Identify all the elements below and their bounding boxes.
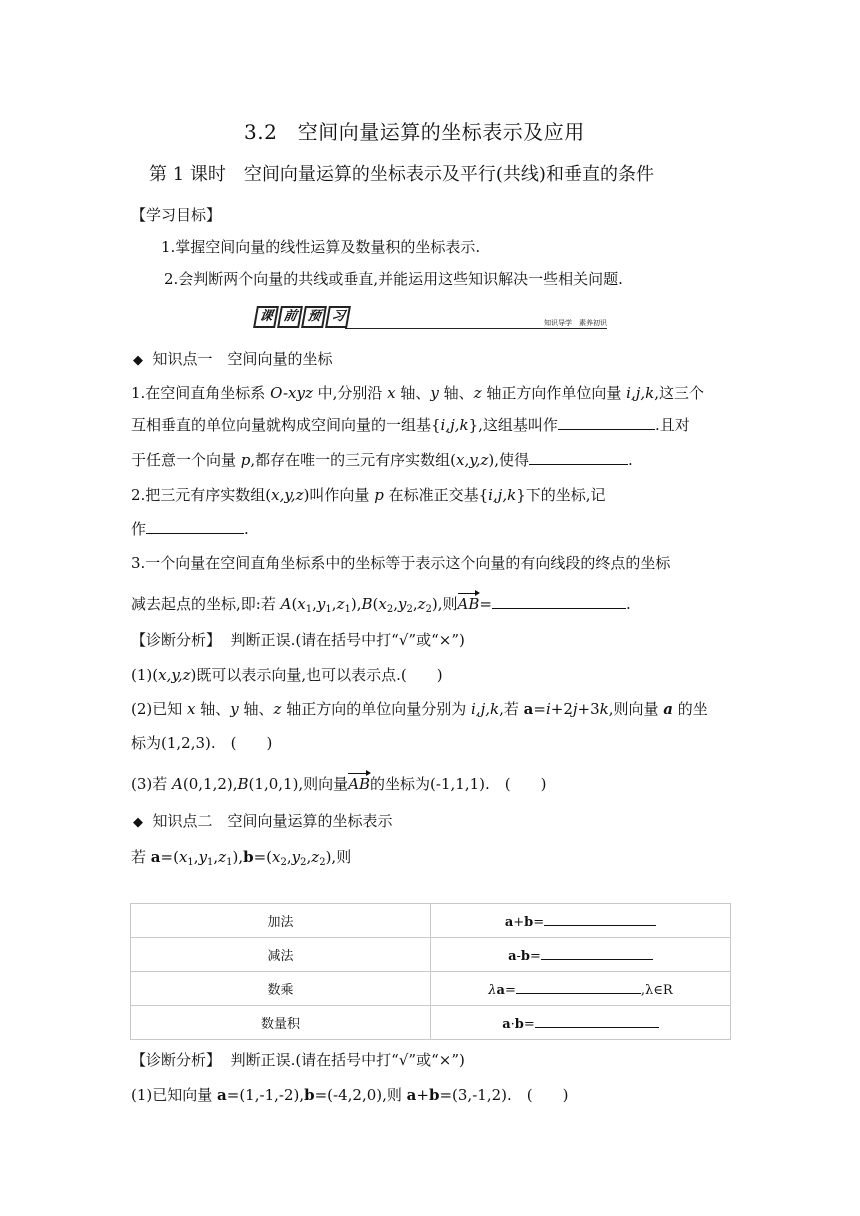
table-cell-expr: a-b=: [431, 938, 731, 972]
fill-blank[interactable]: [558, 415, 655, 430]
preview-banner: [255, 306, 607, 330]
banner-tagline: 知识导学 素养初识: [544, 319, 607, 327]
table-cell-label: 减法: [131, 938, 431, 972]
vector-AB: AB: [348, 775, 371, 793]
diag2-item-1: (1)已知向量 a=(1,-1,-2),b=(-4,2,0),则 a+b=(3,-1,2). ( ): [131, 1086, 569, 1104]
kp2-intro: 若 $a=(x_1,y_1,z_1),b=(x_2,y_2,z_2)$,则: [131, 848, 352, 868]
page-title: 3.2 空间向量运算的坐标表示及应用: [244, 120, 585, 144]
diamond-icon: ◆: [133, 815, 143, 830]
diag1-item-2-line1: (2)已知 x 轴、y 轴、z 轴正方向的单位向量分别为 i,j,k,若 a=i+2j+3k,则向量 a 的坐: [131, 700, 708, 718]
fill-blank[interactable]: [516, 979, 641, 994]
kp1-para2-line2: 作 .: [131, 520, 249, 538]
table-row: [131, 1006, 731, 1040]
lesson-subtitle: 第 1 课时 空间向量运算的坐标表示及平行(共线)和垂直的条件: [149, 164, 654, 185]
fill-blank[interactable]: [146, 519, 244, 534]
diag1-instruction: 判断正误.(请在括号中打“√”或“×”): [230, 631, 465, 649]
operations-table: [130, 903, 731, 1040]
diag1-heading: 【诊断分析】: [131, 631, 222, 649]
table-cell-expr: a+b=: [431, 904, 731, 938]
kp1-para3-line1: 3.一个向量在空间直角坐标系中的坐标等于表示这个向量的有向线段的终点的坐标: [131, 554, 671, 572]
kp2-title: 知识点二 空间向量运算的坐标表示: [152, 812, 393, 830]
objective-item-2: 2.会判断两个向量的共线或垂直,并能运用这些知识解决一些相关问题.: [164, 270, 623, 288]
fill-blank[interactable]: [492, 594, 626, 609]
table-cell-label: 数乘: [131, 972, 431, 1006]
banner-char-4: 习: [325, 306, 351, 328]
table-cell-label: 加法: [131, 904, 431, 938]
diag1-item-2-line2: 标为(1,2,3). ( ): [131, 734, 273, 752]
objective-item-1: 1.掌握空间向量的线性运算及数量积的坐标表示.: [161, 238, 481, 256]
fill-blank[interactable]: [541, 945, 653, 960]
table-cell-label: 数量积: [131, 1006, 431, 1040]
diag2-heading: 【诊断分析】: [131, 1051, 222, 1069]
vector-AB: AB: [457, 595, 480, 613]
diag2-instruction: 判断正误.(请在括号中打“√”或“×”): [230, 1051, 465, 1069]
objectives-heading: 【学习目标】: [131, 206, 222, 224]
table-cell-expr: a·b=: [431, 1006, 731, 1040]
kp1-para1-line3: 于任意一个向量 p,都存在唯一的三元有序实数组(x,y,z),使得 .: [131, 451, 633, 469]
kp1-para3-line2: 减去起点的坐标,即:若 $A(x_1,y_1,z_1),B(x_2,y_2,z_2)$,则AB= .: [131, 595, 631, 615]
fill-blank[interactable]: [529, 450, 628, 465]
diamond-icon: ◆: [133, 353, 143, 368]
kp1-heading: [133, 348, 333, 369]
diag1-item-3: (3)若 A(0,1,2),B(1,0,1),则向量AB的坐标为(-1,1,1). ( ): [131, 775, 547, 793]
table-row: [131, 972, 731, 1006]
kp1-para1-line2: 互相垂直的单位向量就构成空间向量的一组基{i,j,k},这组基叫作 .且对: [131, 416, 690, 434]
table-row: [131, 904, 731, 938]
fill-blank[interactable]: [544, 911, 656, 926]
diag1-item-1: (1)(x,y,z)既可以表示向量,也可以表示点.( ): [131, 666, 443, 684]
kp1-para2-line1: 2.把三元有序实数组(x,y,z)叫作向量 p 在标准正交基{i,j,k}下的坐标,记: [131, 486, 606, 504]
kp2-heading: [133, 810, 393, 831]
table-row: [131, 938, 731, 972]
table-cell-expr: λa= ,λ∈R: [431, 972, 731, 1006]
banner-char-3: 预: [301, 306, 327, 328]
diag2-header: [131, 1049, 465, 1070]
kp1-title: 知识点一 空间向量的坐标: [152, 350, 333, 368]
fill-blank[interactable]: [535, 1013, 659, 1028]
banner-underline: [345, 328, 607, 329]
banner-char-2: 前: [277, 306, 303, 328]
diag1-header: [131, 629, 465, 650]
banner-char-1: 课: [253, 306, 279, 328]
kp1-para1-line1: 1.在空间直角坐标系 O-xyz 中,分别沿 x 轴、y 轴、z 轴正方向作单位向量 i,j,k,这三个: [131, 384, 704, 402]
